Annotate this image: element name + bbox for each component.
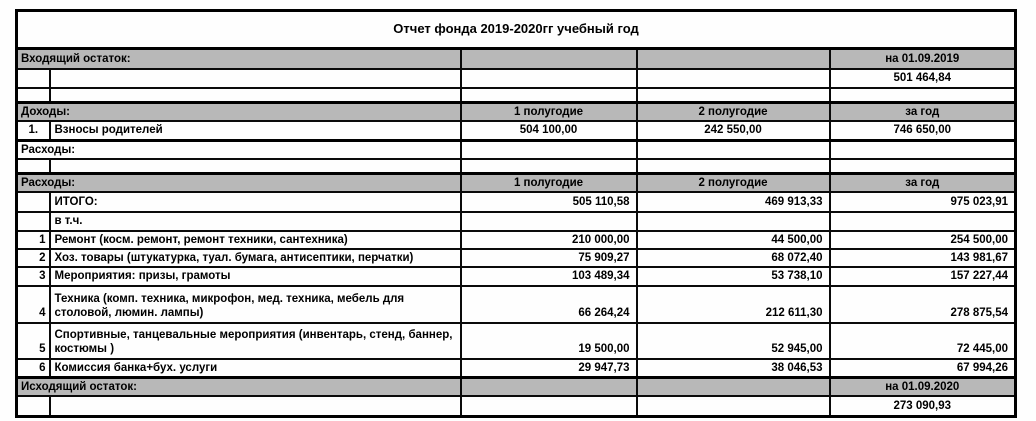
expense-row-year: 67 994,26 bbox=[830, 359, 1016, 378]
expense-row-h2: 52 945,00 bbox=[637, 323, 830, 359]
expense-row-num: 6 bbox=[17, 359, 50, 378]
income-col-header-year: за год bbox=[830, 103, 1016, 122]
expense-row-name: Техника (комп. техника, микрофон, мед. техника, мебель для столовой, люмин. лампы) bbox=[50, 286, 461, 323]
income-row-h1: 504 100,00 bbox=[461, 121, 637, 140]
expense-row-name: Хоз. товары (штукатурка, туал. бумага, антисептики, перчатки) bbox=[50, 249, 461, 267]
income-row-year: 746 650,00 bbox=[830, 121, 1016, 140]
expense-row-num: 4 bbox=[17, 286, 50, 323]
closing-balance-date: на 01.09.2020 bbox=[830, 378, 1016, 397]
expense-row-year: 157 227,44 bbox=[830, 267, 1016, 285]
expense-row-h1: 103 489,34 bbox=[461, 267, 637, 285]
expense-row-name: Ремонт (косм. ремонт, ремонт техники, сантехника) bbox=[50, 231, 461, 249]
income-row-num: 1. bbox=[17, 121, 50, 140]
expense-row bbox=[17, 359, 1016, 378]
expense-row bbox=[17, 249, 1016, 267]
expense-row-h1: 66 264,24 bbox=[461, 286, 637, 323]
income-row-h2: 242 550,00 bbox=[637, 121, 830, 140]
expense-row-h2: 38 046,53 bbox=[637, 359, 830, 378]
expense-row-h1: 210 000,00 bbox=[461, 231, 637, 249]
expense-row-h1: 29 947,73 bbox=[461, 359, 637, 378]
expense-row bbox=[17, 286, 1016, 323]
closing-balance-label: Исходящий остаток: bbox=[17, 378, 461, 397]
fund-report-table bbox=[15, 9, 1017, 418]
expense-row-name: Комиссия банка+бух. услуги bbox=[50, 359, 461, 378]
expense-row-year: 72 445,00 bbox=[830, 323, 1016, 359]
expense-row-year: 254 500,00 bbox=[830, 231, 1016, 249]
expense-row bbox=[17, 267, 1016, 285]
expenses-col-header-h1: 1 полугодие bbox=[461, 173, 637, 192]
expenses-section-label: Расходы: bbox=[17, 173, 461, 192]
expense-row-h2: 44 500,00 bbox=[637, 231, 830, 249]
opening-balance-value: 501 464,84 bbox=[830, 69, 1016, 88]
expenses-total-label: ИТОГО: bbox=[50, 192, 461, 212]
expenses-total-row bbox=[17, 192, 1016, 212]
expense-row-name: Мероприятия: призы, грамоты bbox=[50, 267, 461, 285]
expenses-total-year: 975 023,91 bbox=[830, 192, 1016, 212]
expense-row bbox=[17, 231, 1016, 249]
expenses-total-h1: 505 110,58 bbox=[461, 192, 637, 212]
expenses-total-h2: 469 913,33 bbox=[637, 192, 830, 212]
expense-row-h2: 212 611,30 bbox=[637, 286, 830, 323]
expense-row-num: 1 bbox=[17, 231, 50, 249]
expense-row-h2: 53 738,10 bbox=[637, 267, 830, 285]
expenses-including-label: в т.ч. bbox=[50, 212, 461, 230]
opening-balance-label: Входящий остаток: bbox=[17, 49, 461, 69]
expense-row-num: 2 bbox=[17, 249, 50, 267]
report-title: Отчет фонда 2019-2020гг учебный год bbox=[393, 21, 639, 37]
income-row-name: Взносы родителей bbox=[50, 121, 461, 140]
income-section-label: Доходы: bbox=[17, 103, 461, 122]
income-col-header-h2: 2 полугодие bbox=[637, 103, 830, 122]
expense-row-h1: 19 500,00 bbox=[461, 323, 637, 359]
income-col-header-h1: 1 полугодие bbox=[461, 103, 637, 122]
closing-balance-value: 273 090,93 bbox=[830, 396, 1016, 416]
expense-row-year: 278 875,54 bbox=[830, 286, 1016, 323]
expense-row-name: Спортивные, танцевальные мероприятия (инвентарь, стенд, баннер, костюмы ) bbox=[50, 323, 461, 359]
income-row bbox=[17, 121, 1016, 140]
expenses-preheader-label: Расходы: bbox=[17, 140, 461, 159]
expense-row bbox=[17, 323, 1016, 359]
expense-row-num: 5 bbox=[17, 323, 50, 359]
expense-row-h2: 68 072,40 bbox=[637, 249, 830, 267]
expenses-col-header-year: за год bbox=[830, 173, 1016, 192]
expense-row-year: 143 981,67 bbox=[830, 249, 1016, 267]
expense-row-h1: 75 909,27 bbox=[461, 249, 637, 267]
opening-balance-date: на 01.09.2019 bbox=[830, 49, 1016, 69]
expenses-col-header-h2: 2 полугодие bbox=[637, 173, 830, 192]
expense-row-num: 3 bbox=[17, 267, 50, 285]
